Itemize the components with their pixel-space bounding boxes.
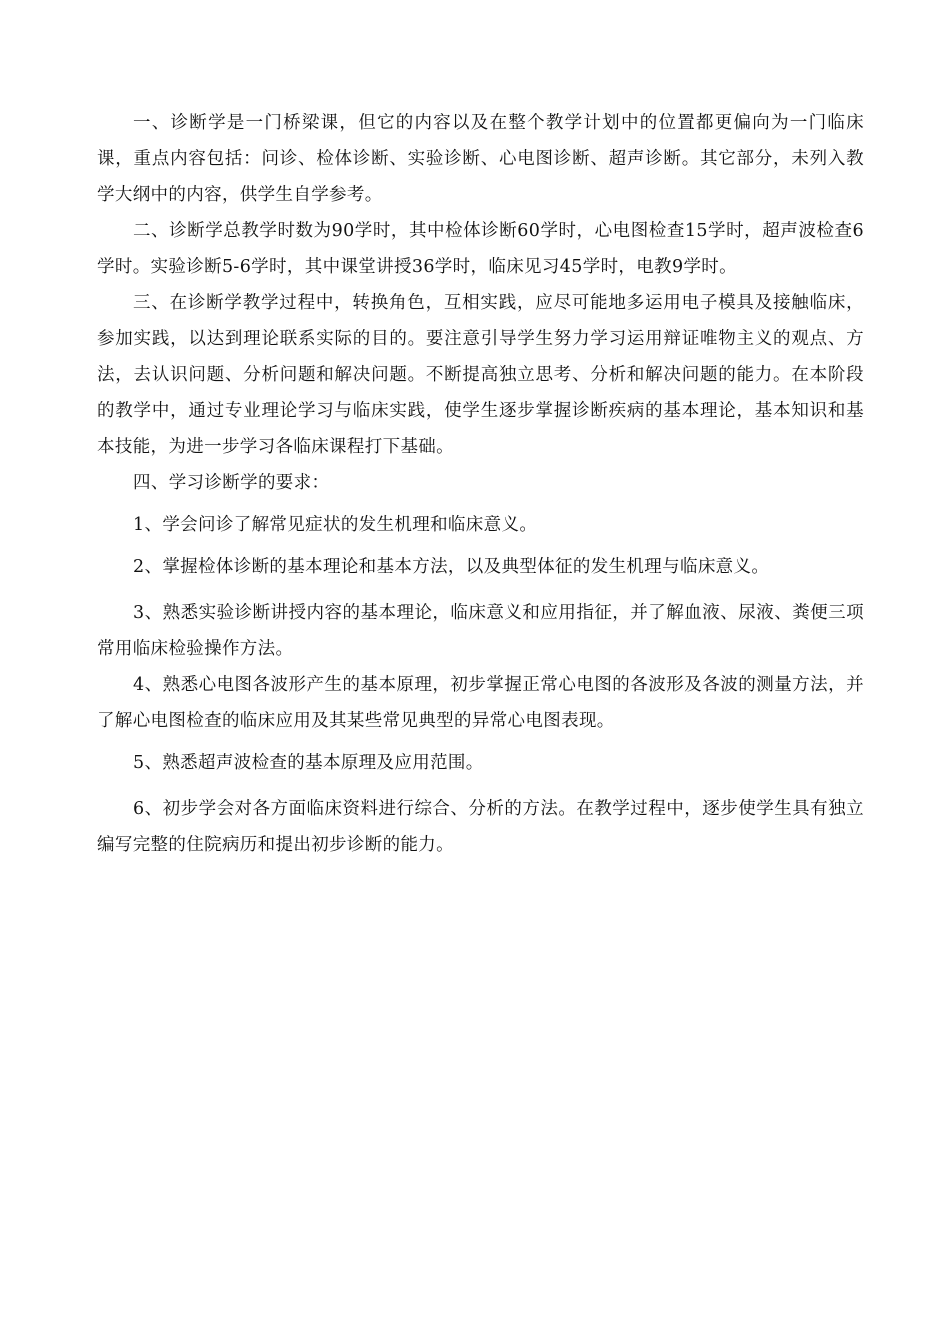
paragraph-overview: 一、诊断学是一门桥梁课，但它的内容以及在整个教学计划中的位置都更偏向为一门临床课，重点内容包括：问诊、检体诊断、实验诊断、心电图诊断、超声诊断。其它部分，未列入教学大纲中的内容，供学生自学参考。 [97, 113, 864, 205]
paragraph-teaching-process: 三、在诊断学教学过程中，转换角色，互相实践，应尽可能地多运用电子模具及接触临床，参加实践，以达到理论联系实际的目的。要注意引导学生努力学习运用辩证唯物主义的观点、方法，去认识问题、分析问题和解决问题。不断提高独立思考、分析和解决问题的能力。在本阶段的教学中，通过专业理论学习与临床实践，使学生逐步掌握诊断疾病的基本理论，基本知识和基本技能，为进一步学习各临床课程打下基础。 [97, 293, 864, 457]
document-body [97, 105, 864, 863]
requirement-item-6: 6、初步学会对各方面临床资料进行综合、分析的方法。在教学过程中，逐步使学生具有独立编写完整的住院病历和提出初步诊断的能力。 [97, 799, 864, 855]
requirement-item-3: 3、熟悉实验诊断讲授内容的基本理论，临床意义和应用指征，并了解血液、尿液、粪便三项常用临床检验操作方法。 [97, 603, 864, 659]
requirement-item-1: 1、学会问诊了解常见症状的发生机理和临床意义。 [133, 515, 538, 535]
requirement-item-2: 2、掌握检体诊断的基本理论和基本方法，以及典型体征的发生机理与临床意义。 [133, 557, 770, 577]
paragraph-requirements-heading: 四、学习诊断学的要求： [133, 473, 330, 493]
requirement-item-5: 5、熟悉超声波检查的基本原理及应用范围。 [133, 753, 484, 773]
requirement-item-4: 4、熟悉心电图各波形产生的基本原理，初步掌握正常心电图的各波形及各波的测量方法，并了解心电图检查的临床应用及其某些常见典型的异常心电图表现。 [97, 675, 864, 731]
paragraph-teaching-hours: 二、诊断学总教学时数为90学时，其中检体诊断60学时，心电图检查15学时，超声波检查6学时。实验诊断5-6学时，其中课堂讲授36学时，临床见习45学时，电教9学时。 [97, 221, 864, 277]
